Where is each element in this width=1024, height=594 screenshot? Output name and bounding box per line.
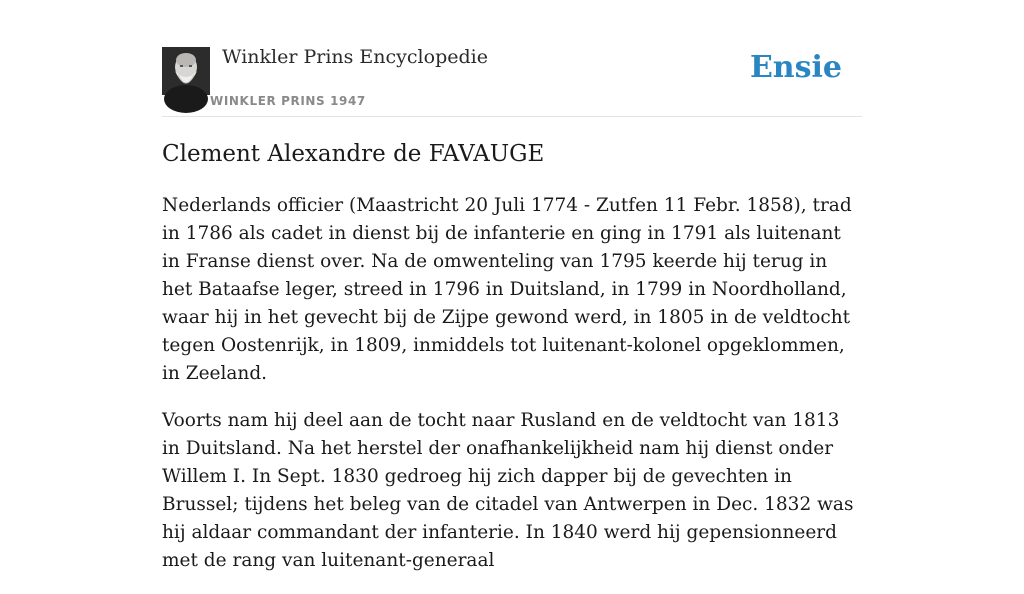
page bbox=[162, 0, 862, 571]
article-paragraph: Voorts nam hij deel aan de tocht naar Rusland en de veldtocht van 1813 in Duitsland. Na het herstel der onafhankelijkheid nam hij dienst onder Willem I. In Sept. 1830 gedroeg hij zich dapper bij de gevechten in Brussel; tijdens het beleg van de citadel van Antwerpen in Dec. 1832 was hij aldaar commandant der infanterie. In 1840 werd hij gepensionneerd met de rang van luitenant-generaal bbox=[162, 410, 854, 571]
article-paragraph: Nederlands officier (Maastricht 20 Juli 1774 - Zutfen 11 Febr. 1858), trad in 1786 als cadet in dienst bij de infanterie en ging in 1791 als luitenant in Franse dienst over. Na de omwenteling van 1795 keerde hij terug in het Bataafse leger, streed in 1796 in Duitsland, in 1799 in Noordholland, waar hij in het gevecht bij de Zijpe gewond werd, in 1805 in de veldtocht tegen Oostenrijk, in 1809, inmiddels tot luitenant-kolonel opgeklommen, in Zeeland. bbox=[162, 195, 852, 384]
avatar-portrait-icon bbox=[162, 47, 210, 95]
avatar[interactable] bbox=[162, 47, 210, 95]
brand-logo[interactable]: Ensie bbox=[749, 50, 842, 85]
article-title: Clement Alexandre de FAVAUGE bbox=[162, 141, 545, 167]
header bbox=[162, 0, 862, 117]
article-body bbox=[162, 192, 862, 594]
site-subtitle[interactable]: WINKLER PRINS 1947 bbox=[210, 94, 366, 108]
site-title[interactable]: Winkler Prins Encyclopedie bbox=[222, 46, 488, 68]
